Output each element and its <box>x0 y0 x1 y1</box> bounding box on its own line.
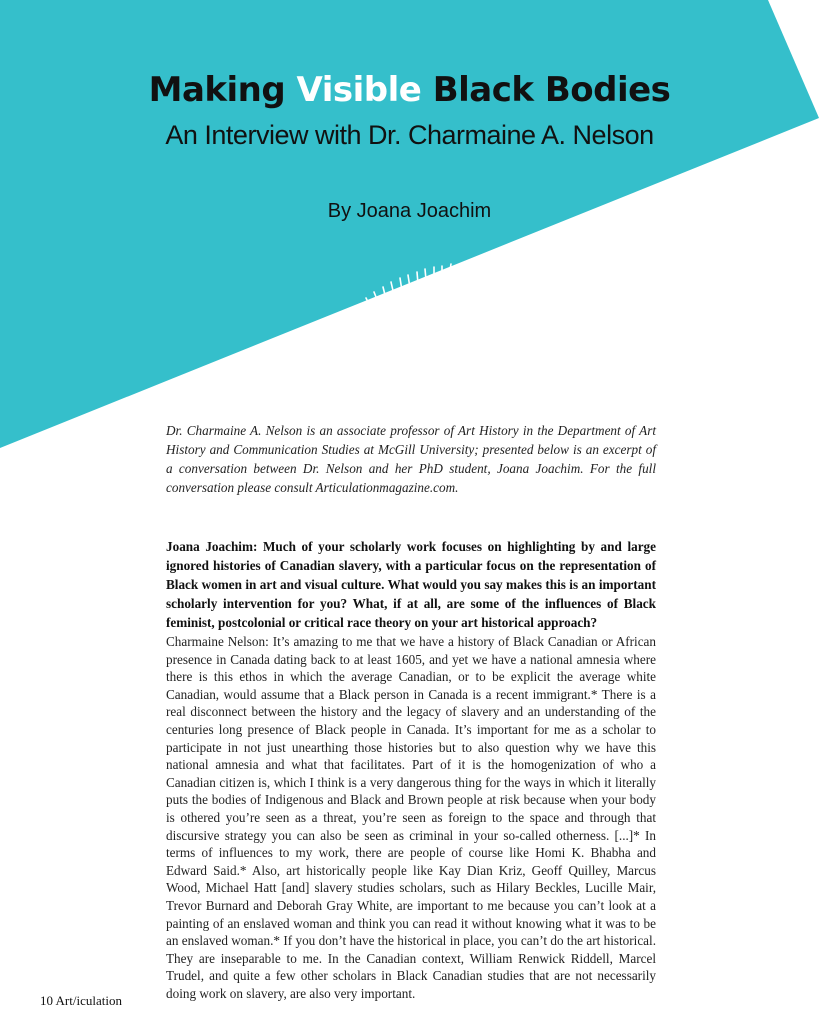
interview-answer <box>166 633 656 1002</box>
fern-leaf-icon <box>356 262 470 314</box>
intro-paragraph <box>166 421 656 497</box>
answer-text: Charmaine Nelson: It’s amazing to me that we have a history of Black Canadian or African presence in Canada dating back to at least 1605, and yet we have a national amnesia where there is this ethos in which the average Canadian, or to be explicit the average white Canadian, would assume that a Black person in Canada is a recent immigrant.* There is a real disconnect between the history and the legacy of slavery and an understanding of the centuries long presence of Black people in Canada. It’s important for me as a scholar to participate in not just unearthing those histories but to also question why we have this national amnesia and what that facilitates. Part of it is the homogenization of who a Canadian citizen is, which I think is a very dangerous thing for the ways in which it literally puts the bodies of Indigenous and Black and Brown people at risk because when your body is othered you’re seen as a threat, you’re seen as foreign to the space and through that discursive strategy you can also be seen as criminal in your so-called otherness. [...]* In terms of influences to my work, there are people of course like Homi K. Bhabha and Edward Said.* Also, art historically people like Kay Dian Kriz, Geoff Quilley, Marcus Wood, Michael Hatt [and] slavery studies scholars, such as Hilary Beckles, Lucille Mair, Trevor Burnard and Deborah Gray White, are important to me because you can’t look at a painting of an enslaved woman and think you can read it without knowing what it was to be an enslaved woman.* If you don’t have the historical in place, you can’t do the art historical. They are inseparable to me. In the Canadian context, William Renwick Riddell, Marcel Trudel, and quite a few other scholars in Black Canadian studies that are not necessarily doing work on slavery, are also very important. <box>166 634 656 1001</box>
title-part-2: Black Bodies <box>421 70 671 110</box>
article-subtitle: An Interview with Dr. Charmaine A. Nelson <box>165 120 654 150</box>
byline: By Joana Joachim <box>327 200 492 222</box>
interview-question <box>166 537 656 632</box>
header-banner <box>0 0 819 460</box>
article-title <box>0 70 819 110</box>
intro-text: Dr. Charmaine A. Nelson is an associate professor of Art History in the Department of Art History and Communication Studies at McGill University; presented below is an excerpt of a conversation between Dr. Nelson and her PhD student, Joana Joachim. For the full conversation please consult Articulationmagazine.com. <box>166 423 656 495</box>
page-footer: 10 Art/iculation <box>40 993 122 1008</box>
title-highlight: Visible <box>296 70 422 110</box>
question-text: Joana Joachim: Much of your scholarly work focuses on highlighting by and large ignored histories of Canadian slavery, with a particular focus on the representation of Black women in art and visual culture. What would you say makes this is an important scholarly intervention for you? What, if at all, are some of the influences of Black feminist, postcolonial or critical race theory on your art historical approach? <box>166 539 656 630</box>
title-part-1: Making <box>148 70 297 110</box>
